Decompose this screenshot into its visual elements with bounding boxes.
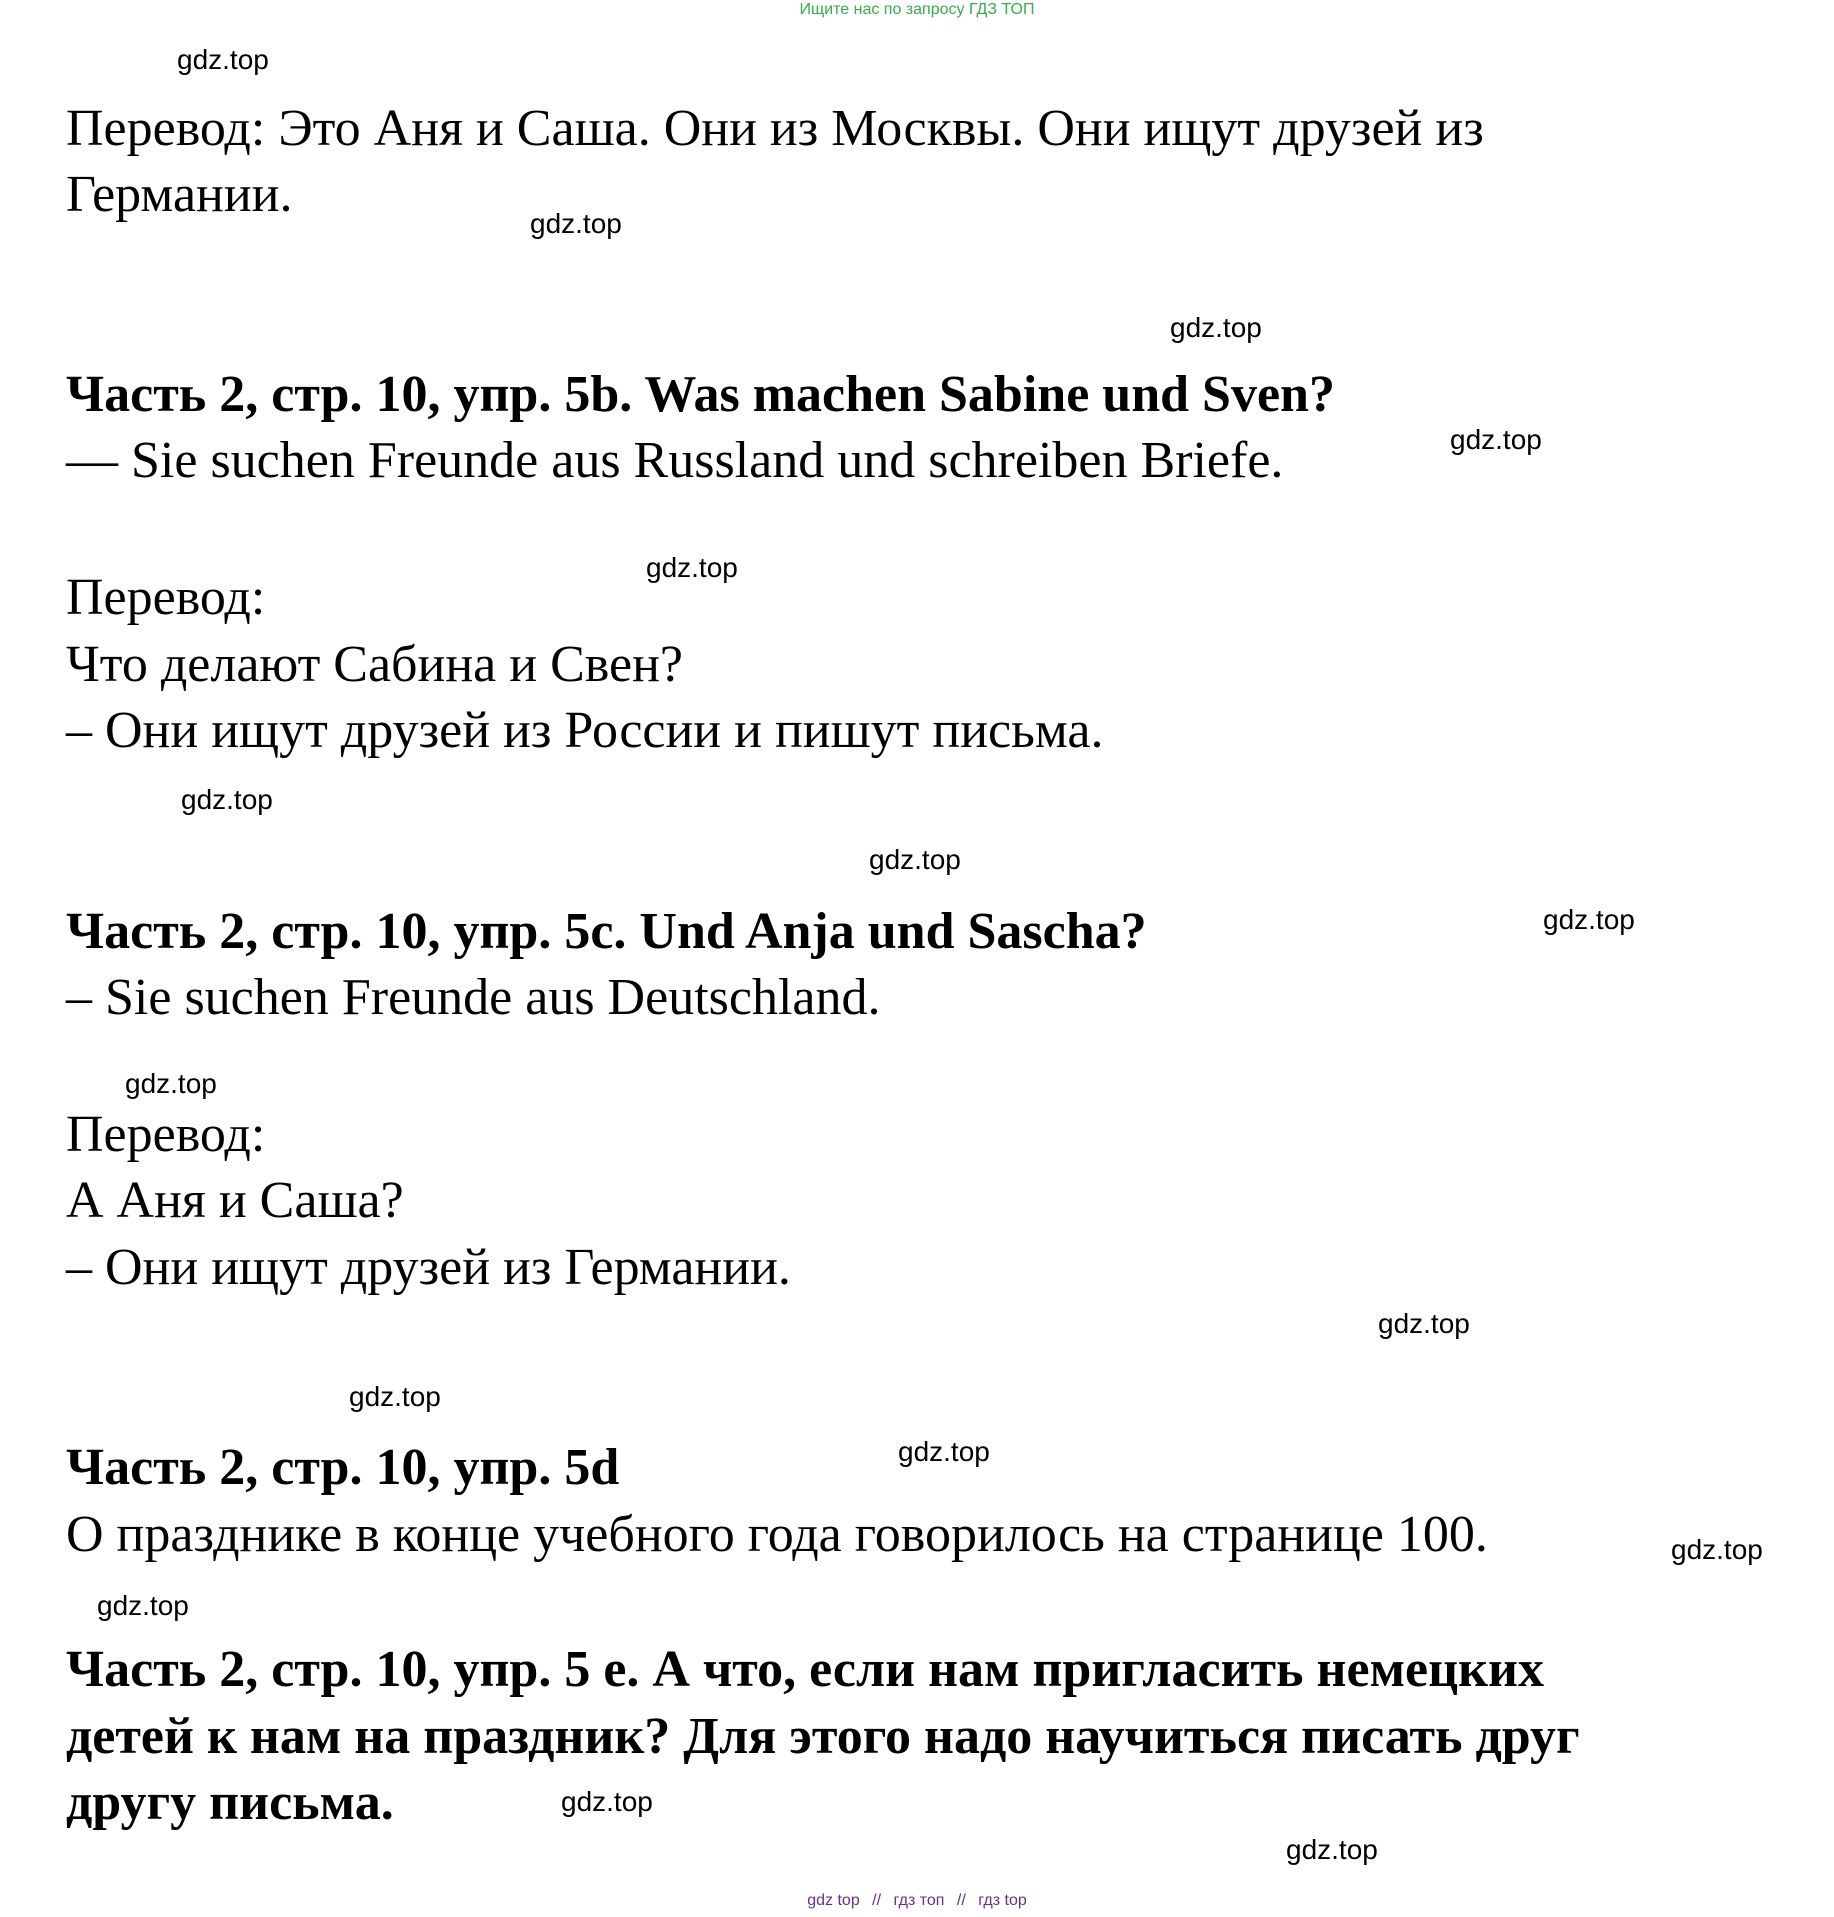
- watermark: gdz.top: [1378, 1308, 1470, 1339]
- watermark: gdz.top: [869, 844, 961, 875]
- translation-question-5b: Что делают Сабина и Свен?: [66, 636, 683, 693]
- watermark: gdz.top: [1543, 904, 1635, 935]
- answer-line-5c: – Sie suchen Freunde aus Deutschland.: [66, 969, 881, 1026]
- watermark: gdz.top: [561, 1786, 653, 1817]
- watermark: gdz.top: [530, 208, 622, 239]
- answer-line-5b: — Sie suchen Freunde aus Russland und schreiben Briefe.: [66, 432, 1284, 489]
- watermark: gdz.top: [646, 552, 738, 583]
- translation-answer-5c: – Они ищут друзей из Германии.: [66, 1239, 791, 1296]
- exercise-heading-5b: Часть 2, стр. 10, упр. 5b. Was machen Sabine und Sven?: [66, 366, 1335, 423]
- watermark: gdz.top: [1671, 1534, 1763, 1565]
- translation-line-1: Перевод: Это Аня и Саша. Они из Москвы. Они ищут друзей из: [66, 100, 1484, 157]
- footer-links: [0, 1892, 1834, 1910]
- exercise-heading-5e-line-1: Часть 2, стр. 10, упр. 5 е. А что, если нам пригласить немецких: [66, 1641, 1544, 1698]
- translation-answer-5b: – Они ищут друзей из России и пишут письма.: [66, 702, 1104, 759]
- watermark: gdz.top: [177, 44, 269, 75]
- watermark: gdz.top: [97, 1590, 189, 1621]
- exercise-heading-5e-line-2: детей к нам на праздник? Для этого надо научиться писать друг: [66, 1708, 1580, 1765]
- footer-link-gdz-top[interactable]: gdz top: [807, 1892, 860, 1909]
- exercise-heading-5d: Часть 2, стр. 10, упр. 5d: [66, 1439, 620, 1496]
- exercise-heading-5e-line-3: другу письма.: [66, 1774, 394, 1831]
- translation-question-5c: А Аня и Саша?: [66, 1172, 404, 1229]
- translation-line-2: Германии.: [66, 166, 293, 223]
- footer-link-gdz-top-mixed[interactable]: гдз top: [978, 1892, 1027, 1909]
- watermark: gdz.top: [898, 1436, 990, 1467]
- watermark: gdz.top: [1286, 1834, 1378, 1865]
- translation-label-5b: Перевод:: [66, 569, 266, 626]
- footer-separator: //: [872, 1892, 882, 1909]
- footer-link-gdz-top-ru[interactable]: гдз топ: [893, 1892, 945, 1909]
- footer-separator: //: [956, 1892, 966, 1909]
- watermark: gdz.top: [1170, 312, 1262, 343]
- answer-line-5d: О празднике в конце учебного года говорилось на странице 100.: [66, 1506, 1488, 1563]
- search-banner[interactable]: Ищите нас по запросу ГДЗ ТОП: [799, 1, 1035, 18]
- watermark: gdz.top: [1450, 424, 1542, 455]
- translation-label-5c: Перевод:: [66, 1106, 266, 1163]
- watermark: gdz.top: [181, 784, 273, 815]
- exercise-heading-5c: Часть 2, стр. 10, упр. 5c. Und Anja und Sascha?: [66, 903, 1147, 960]
- watermark: gdz.top: [125, 1068, 217, 1099]
- watermark: gdz.top: [349, 1381, 441, 1412]
